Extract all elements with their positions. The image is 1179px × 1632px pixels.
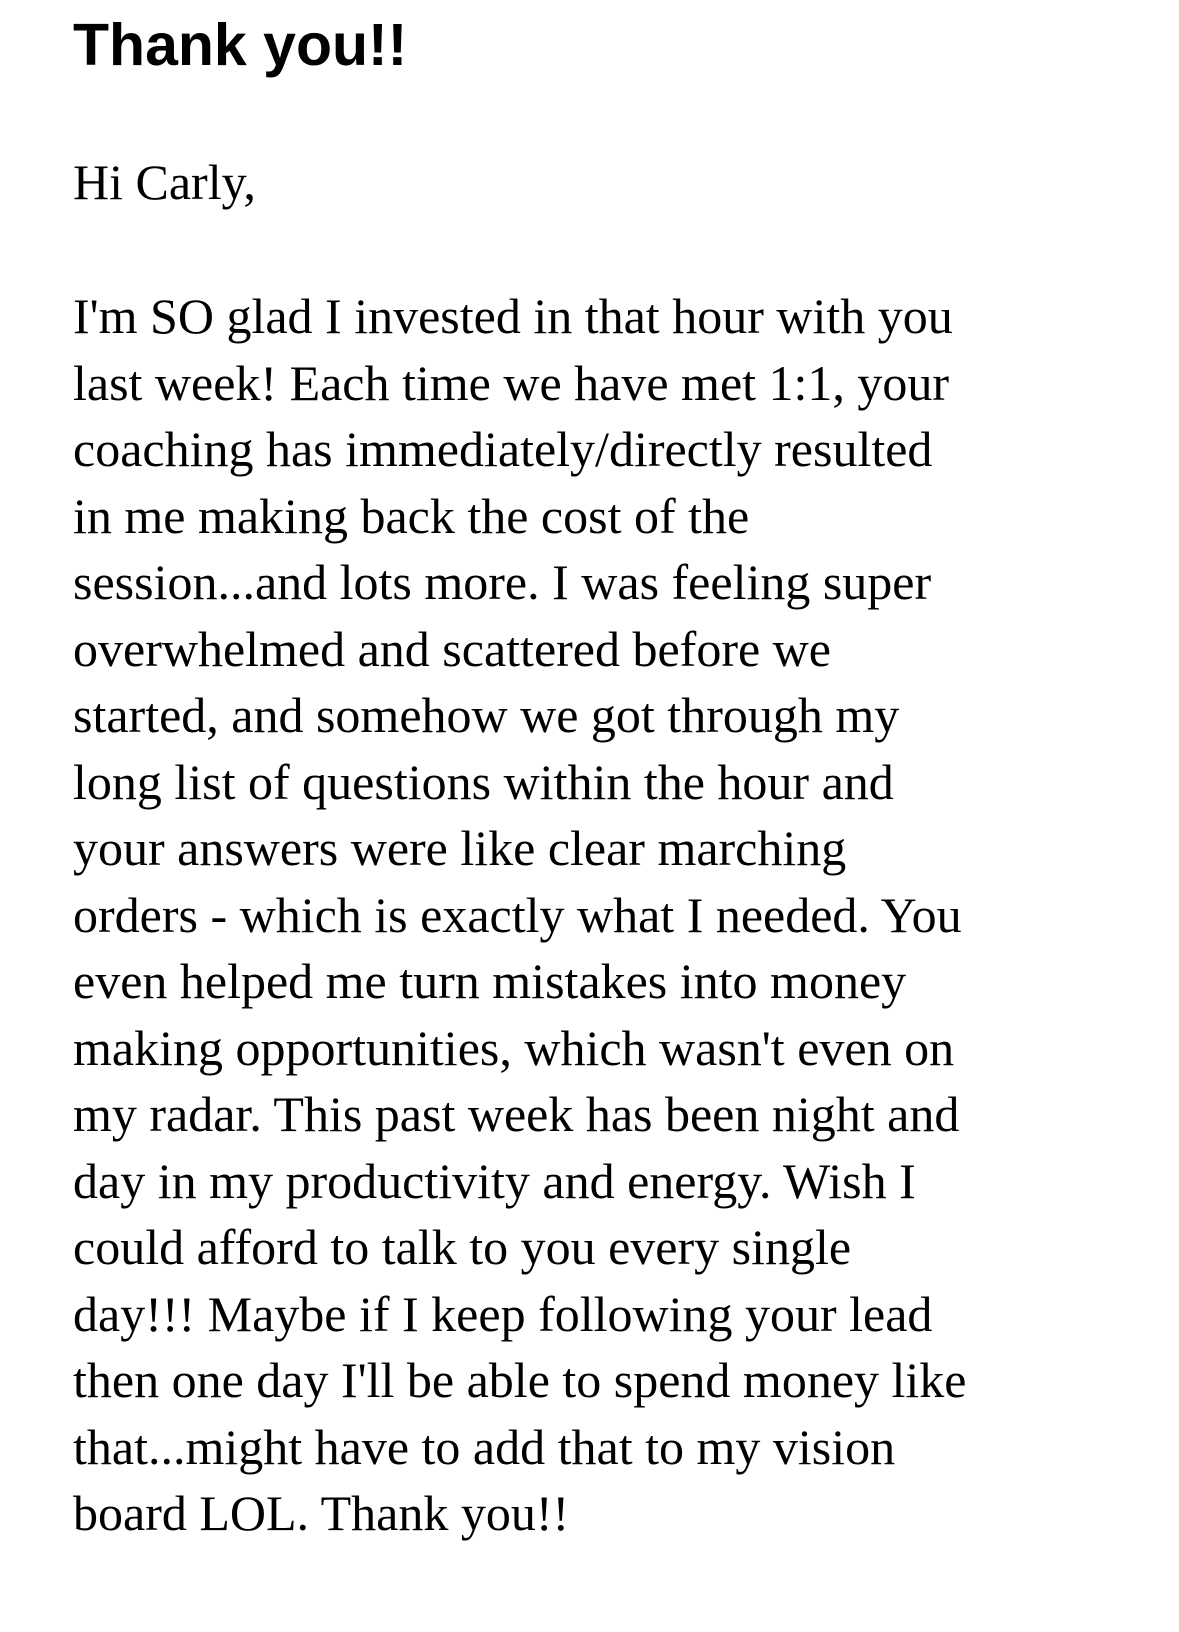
email-body-line: day in my productivity and energy. Wish I [73,1152,916,1209]
email-body-line: your answers were like clear marching [73,820,847,876]
email-body-line: started, and somehow we got through my [73,687,900,743]
email-body-line: coaching has immediately/directly resulted [73,421,933,477]
email-body-line: I'm SO glad I invested in that hour with you [73,288,953,344]
email-body-line: making opportunities, which wasn't even on [73,1019,955,1076]
email-body-line: in me making back the cost of the [73,487,750,544]
email-body [73,283,966,1547]
email-body-line: day!!! Maybe if I keep following your lead [73,1285,933,1342]
email-body-line: my radar. This past week has been night and [73,1086,960,1142]
email-body-line: last week! Each time we have met 1:1, your [73,354,950,411]
email-body-line: orders - which is exactly what I needed. You [73,886,962,943]
email-body-line: board LOL. Thank you!! [73,1485,570,1541]
email-body-line: overwhelmed and scattered before we [73,620,831,677]
email-body-line: session...and lots more. I was feeling super [73,554,932,610]
email-subject: Thank you!! [73,12,408,78]
email-body-line: long list of questions within the hour and [73,753,894,810]
email-body-line: then one day I'll be able to spend money like [73,1352,967,1408]
email-body-line: even helped me turn mistakes into money [73,953,907,1009]
email-greeting: Hi Carly, [73,154,256,210]
email-body-line: that...might have to add that to my vision [73,1418,896,1475]
email-body-line: could afford to talk to you every single [73,1219,852,1275]
